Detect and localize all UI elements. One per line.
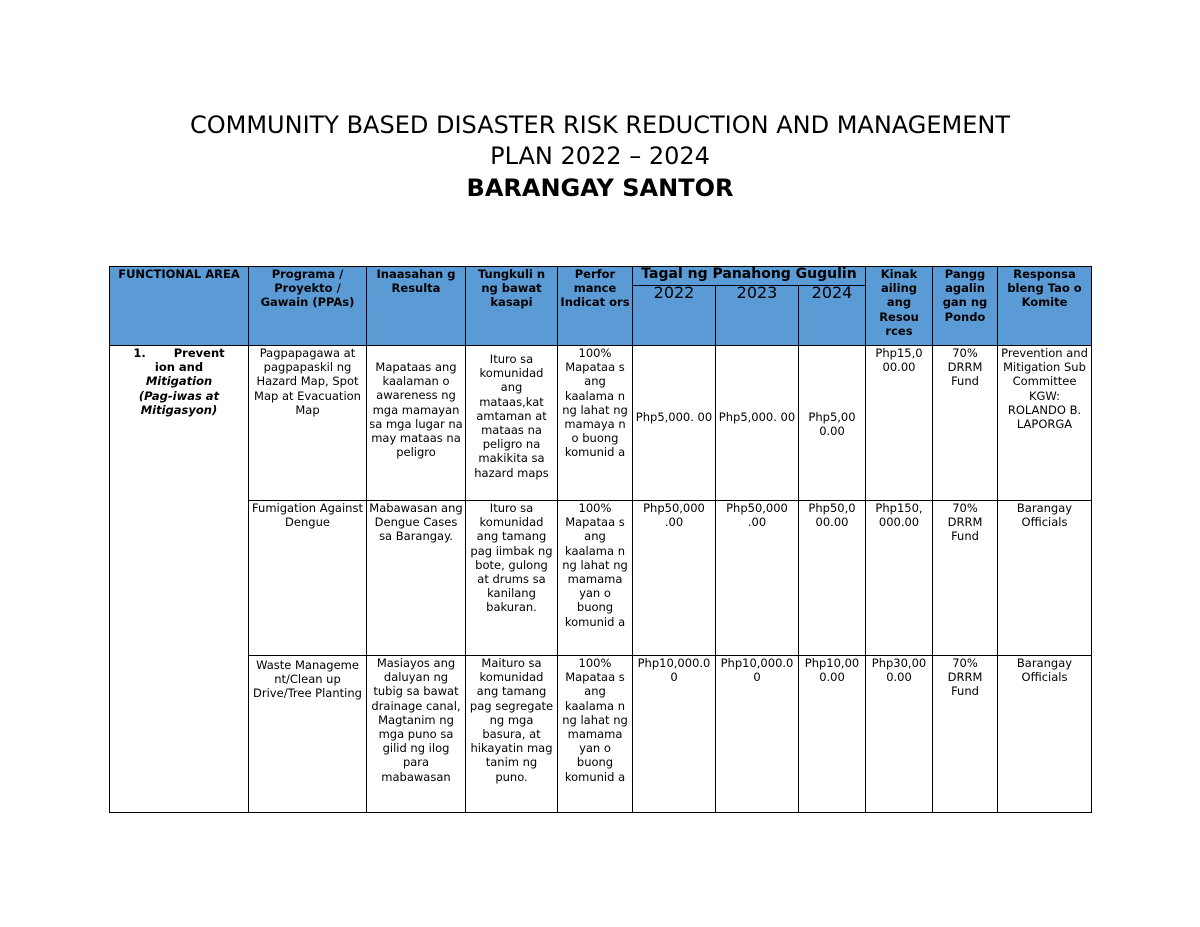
functional-area-number: 1. [133, 346, 146, 360]
header-year-2022: 2022 [633, 286, 716, 346]
functional-area-name-4: (Pag-iwas at Mitigasyon) [138, 388, 220, 417]
ppa-cell: Pagpapagawa at pagpapaskil ng Hazard Map, Spot Map at Evacuation Map [249, 346, 367, 501]
header-fund-source: Pangg agalin gan ng Pondo [933, 267, 998, 346]
title-line-2: PLAN 2022 – 2024 [490, 142, 710, 170]
functional-area-name-3: Mitigation [145, 374, 213, 389]
header-resources-needed: Kinak ailing ang Resou rces [866, 267, 933, 346]
header-time-frame: Tagal ng Panahong Gugulin [633, 267, 866, 286]
cost-2022-cell: Php50,000 .00 [633, 501, 716, 656]
table-row [110, 501, 1092, 656]
duty-cell: Ituro sa komunidad ang tamang pag iimbak ng bote, gulong at drums sa kanilang bakuran. [466, 501, 558, 656]
fund-cell: 70% DRRM Fund [933, 501, 998, 656]
header-expected-result: Inaasahan g Resulta [367, 267, 466, 346]
cost-2022-cell: Php10,000.0 0 [633, 656, 716, 813]
cost-2023-cell: Php5,000. 00 [716, 346, 799, 501]
result-cell: Mapataas ang kaalaman o awareness ng mga mamayan sa mga lugar na may mataas na peligro [367, 346, 466, 501]
resources-cell: Php15,0 00.00 [866, 346, 933, 501]
header-year-2024: 2024 [799, 286, 866, 346]
indicator-cell: 100% Mapataa s ang kaalama n ng lahat ng mamama yan o buong komunid a [558, 656, 633, 813]
plan-table [109, 266, 1092, 813]
header-performance-indicators: Perfor mance Indicat ors [558, 267, 633, 346]
functional-area-cell [110, 346, 249, 813]
header-ppas: Programa / Proyekto / Gawain (PPAs) [249, 267, 367, 346]
resources-cell: Php30,00 0.00 [866, 656, 933, 813]
table-row [110, 656, 1092, 813]
table-row [110, 346, 1092, 501]
result-cell: Mabawasan ang Dengue Cases sa Barangay. [367, 501, 466, 656]
cost-2023-cell: Php50,000 .00 [716, 501, 799, 656]
cost-2023-cell: Php10,000.0 0 [716, 656, 799, 813]
ppa-cell: Fumigation Against Dengue [249, 501, 367, 656]
responsible-cell: Barangay Officials [998, 501, 1092, 656]
ppa-cell: Waste Manageme nt/Clean up Drive/Tree Planting [249, 656, 367, 813]
header-functional-area: FUNCTIONAL AREA [110, 267, 249, 346]
fund-cell: 70% DRRM Fund [933, 346, 998, 501]
duty-cell: Ituro sa komunidad ang mataas,kat amtaman at mataas na peligro na makikita sa hazard maps [466, 346, 558, 501]
functional-area-name-1: Prevent [173, 346, 225, 360]
resources-cell: Php150, 000.00 [866, 501, 933, 656]
cost-2024-cell: Php10,00 0.00 [799, 656, 866, 813]
cost-2024-cell: Php5,00 0.00 [799, 346, 866, 501]
responsible-cell: Prevention and Mitigation Sub Committee KGW: ROLANDO B. LAPORGA [998, 346, 1092, 501]
indicator-cell: 100% Mapataa s ang kaalama n ng lahat ng mamaya n o buong komunid a [558, 346, 633, 501]
cost-2022-cell: Php5,000. 00 [633, 346, 716, 501]
duty-cell: Maituro sa komunidad ang tamang pag segregate ng mga basura, at hikayatin mag tanim ng puno. [466, 656, 558, 813]
functional-area-name-2: ion and [154, 360, 204, 375]
header-duties: Tungkuli n ng bawat kasapi [466, 267, 558, 346]
document-subtitle: BARANGAY SANTOR [466, 174, 734, 202]
table-header [110, 267, 1092, 346]
indicator-cell: 100% Mapataa s ang kaalama n ng lahat ng mamama yan o buong komunid a [558, 501, 633, 656]
cost-2024-cell: Php50,0 00.00 [799, 501, 866, 656]
fund-cell: 70% DRRM Fund [933, 656, 998, 813]
title-line-1: COMMUNITY BASED DISASTER RISK REDUCTION AND MANAGEMENT [189, 111, 1011, 139]
result-cell: Masiayos ang daluyan ng tubig sa bawat drainage canal, Magtanim ng mga puno sa gilid ng ilog para mabawasan [367, 656, 466, 813]
header-responsible: Responsa bleng Tao o Komite [998, 267, 1092, 346]
document-title [0, 110, 1200, 172]
header-year-2023: 2023 [716, 286, 799, 346]
responsible-cell: Barangay Officials [998, 656, 1092, 813]
